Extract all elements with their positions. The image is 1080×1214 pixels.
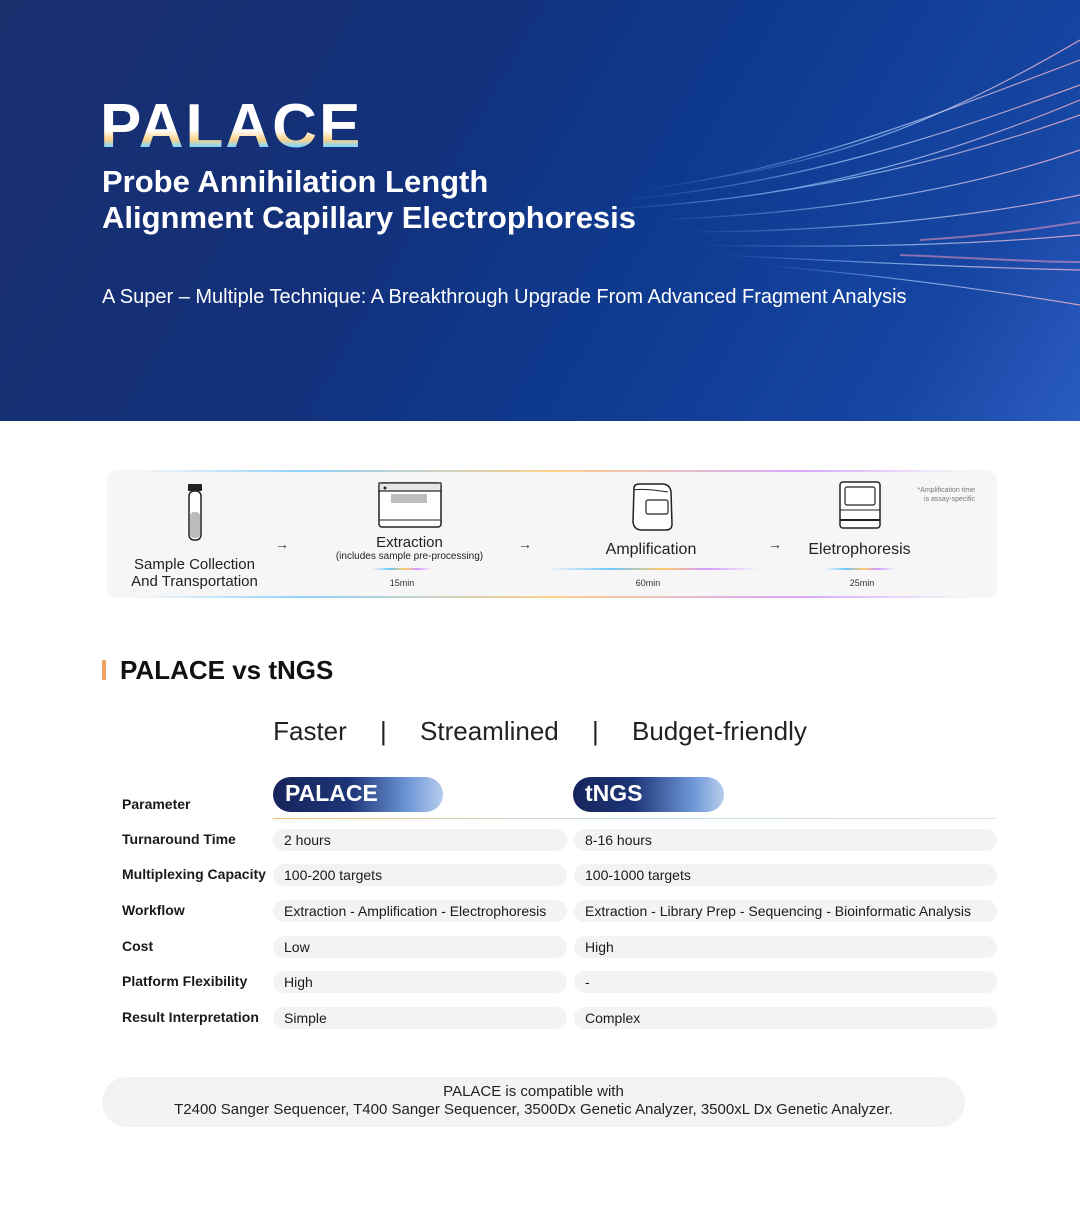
extraction-instrument-icon (377, 480, 443, 530)
table-row (0, 864, 1080, 886)
workflow-step-electrophoresis (787, 480, 932, 558)
palace-cell: 100-200 targets (273, 864, 567, 886)
time-bar (825, 568, 895, 570)
row-label: Multiplexing Capacity (122, 866, 266, 882)
step-label-line-2: And Transportation (131, 573, 258, 590)
row-label: Result Interpretation (122, 1009, 259, 1025)
arrow-right-icon: → (518, 536, 532, 552)
hero-title-line-2: Alignment Capillary Electrophoresis (102, 200, 637, 235)
palace-cell: High (273, 971, 567, 993)
footnote-line-1: *Amplification time (917, 487, 975, 494)
section-accent-bar (102, 660, 106, 680)
compat-line-2: T2400 Sanger Sequencer, T400 Sanger Sequencer, 3500Dx Genetic Analyzer, 3500xL Dx Genetic Analyzer. (174, 1101, 893, 1118)
tngs-column-header: tNGS (573, 777, 724, 812)
arrow-right-icon: → (768, 536, 782, 552)
palace-cell: Extraction - Amplification - Electrophoresis (273, 900, 567, 922)
hero-title-line-1: Probe Annihilation Length (102, 164, 489, 199)
tagline-streamlined: Streamlined (420, 716, 559, 746)
table-row (0, 936, 1080, 958)
palace-cell: Simple (273, 1007, 567, 1029)
workflow-top-border (137, 470, 967, 472)
step-sublabel: (includes sample pre-processing) (335, 551, 484, 562)
row-label: Platform Flexibility (122, 973, 248, 989)
row-label: Cost (122, 938, 154, 954)
tngs-cell: - (574, 971, 997, 993)
tngs-cell: High (574, 936, 997, 958)
palace-column-header: PALACE (273, 777, 443, 812)
time-extraction: 15min (389, 578, 415, 588)
table-row (0, 971, 1080, 993)
row-label: Turnaround Time (122, 831, 236, 847)
test-tube-icon (185, 482, 205, 544)
tagline-faster: Faster (273, 716, 347, 746)
time-bar (547, 568, 759, 570)
time-electrophoresis: 25min (849, 578, 875, 588)
section-title: PALACE vs tNGS (120, 655, 334, 685)
thermal-cycler-icon (628, 482, 674, 534)
workflow-step-extraction (322, 480, 497, 563)
step-label: Amplification (605, 541, 697, 558)
compat-line-1: PALACE is compatible with (443, 1083, 624, 1100)
tagline-budget-friendly: Budget-friendly (632, 716, 807, 746)
hero-subtitle: A Super – Multiple Technique: A Breakthrough Upgrade From Advanced Fragment Analysis (102, 286, 907, 308)
arrow-right-icon: → (275, 536, 289, 552)
step-label: Eletrophoresis (808, 541, 911, 558)
step-label: Extraction (376, 534, 443, 551)
tngs-cell: Complex (574, 1007, 997, 1029)
palace-cell: Low (273, 936, 567, 958)
genetic-analyzer-icon (838, 480, 882, 530)
amplification-footnote (917, 486, 975, 504)
tagline-separator: | (380, 716, 387, 746)
table-row (0, 900, 1080, 922)
tngs-cell: 100-1000 targets (574, 864, 997, 886)
table-row (0, 829, 1080, 851)
palace-cell: 2 hours (273, 829, 567, 851)
header-divider (273, 818, 995, 819)
hero-title (102, 164, 802, 236)
table-row (0, 1007, 1080, 1029)
tngs-cell: Extraction - Library Prep - Sequencing - Bioinformatic Analysis (574, 900, 997, 922)
time-amplification: 60min (635, 578, 661, 588)
footnote-line-2: is assay-specific (924, 496, 975, 503)
workflow-step-amplification (567, 482, 735, 558)
time-bar (372, 568, 432, 570)
workflow-step-sample-collection (122, 480, 267, 590)
workflow-bottom-border (137, 596, 967, 598)
tagline-separator: | (592, 716, 599, 746)
parameter-header: Parameter (122, 796, 191, 812)
row-label: Workflow (122, 902, 185, 918)
palace-logo: PALACE (100, 92, 363, 161)
hero-banner (0, 0, 1080, 421)
step-label-line-1: Sample Collection (134, 556, 255, 573)
tngs-cell: 8-16 hours (574, 829, 997, 851)
workflow-panel (107, 470, 997, 598)
compatibility-note (102, 1077, 965, 1127)
taglines (0, 716, 1080, 747)
